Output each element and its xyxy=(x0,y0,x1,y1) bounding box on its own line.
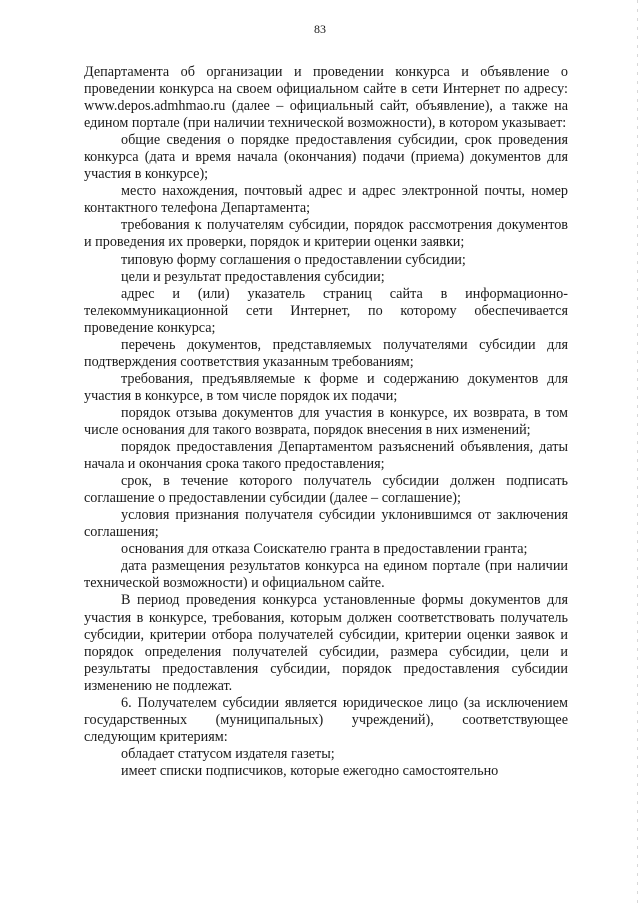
paragraph: имеет списки подписчиков, которые ежегодно самостоятельно xyxy=(121,762,499,779)
paragraph: дата размещения результатов конкурса на едином портале (при наличии технической возможности) и официальном сайте. xyxy=(84,558,568,592)
paragraph: В период проведения конкурса установленные формы документов для участия в конкурсе, требования, которым должен соответствовать получатель субсидии, критерии отбора получателей субсидии, критерии оценки заявок и порядок определения получателей субсидии, размера субсидии, цели и результаты предоставления субсидии, порядок предоставления субсидии изменению не подлежат. xyxy=(84,592,568,694)
paragraph: требования, предъявляемые к форме и содержанию документов для участия в конкурсе, в том числе порядок их подачи; xyxy=(84,370,568,404)
paragraph: место нахождения, почтовый адрес и адрес электронной почты, номер контактного телефона Департамента; xyxy=(84,183,568,217)
paragraph: обладает статусом издателя газеты; xyxy=(121,745,335,762)
paragraph: 6. Получателем субсидии является юридическое лицо (за исключением государственных (муниципальных) учреждений), соответствующее следующим критериям: xyxy=(84,694,568,745)
document-body xyxy=(84,64,568,780)
paragraph: порядок предоставления Департаментом разъяснений объявления, даты начала и окончания срока такого предоставления; xyxy=(84,439,568,473)
paragraph: основания для отказа Соискателю гранта в предоставлении гранта; xyxy=(121,541,528,558)
paragraph: цели и результат предоставления субсидии; xyxy=(121,268,385,285)
paragraph: условия признания получателя субсидии уклонившимся от заключения соглашения; xyxy=(84,507,568,541)
paragraph: адрес и (или) указатель страниц сайта в информационно-телекоммуникационной сети Интернет, по которому обеспечивается проведение конкурса; xyxy=(84,285,568,336)
page-number: 83 xyxy=(314,22,326,36)
paragraph: общие сведения о порядке предоставления субсидии, срок проведения конкурса (дата и время начала (окончания) подачи (приема) документов для участия в конкурсе); xyxy=(84,132,568,183)
scan-edge-artifact xyxy=(637,0,638,905)
paragraph: требования к получателям субсидии, порядок рассмотрения документов и проведения их проверки, порядок и критерии оценки заявки; xyxy=(84,217,568,251)
paragraph: перечень документов, представляемых получателями субсидии для подтверждения соответствия указанным требованиям; xyxy=(84,336,568,370)
paragraph: Департамента об организации и проведении конкурса и объявление о проведении конкурса на своем официальном сайте в сети Интернет по адресу: www.depos.admhmao.ru (далее – официальный сайт, объявление), а также на едином портале (при наличии технической возможности), в котором указывает: xyxy=(84,64,568,132)
paragraph: срок, в течение которого получатель субсидии должен подписать соглашение о предоставлении субсидии (далее – соглашение); xyxy=(84,473,568,507)
paragraph: типовую форму соглашения о предоставлении субсидии; xyxy=(121,251,466,268)
paragraph: порядок отзыва документов для участия в конкурсе, их возврата, в том числе основания для такого возврата, порядок внесения в них изменений; xyxy=(84,404,568,438)
